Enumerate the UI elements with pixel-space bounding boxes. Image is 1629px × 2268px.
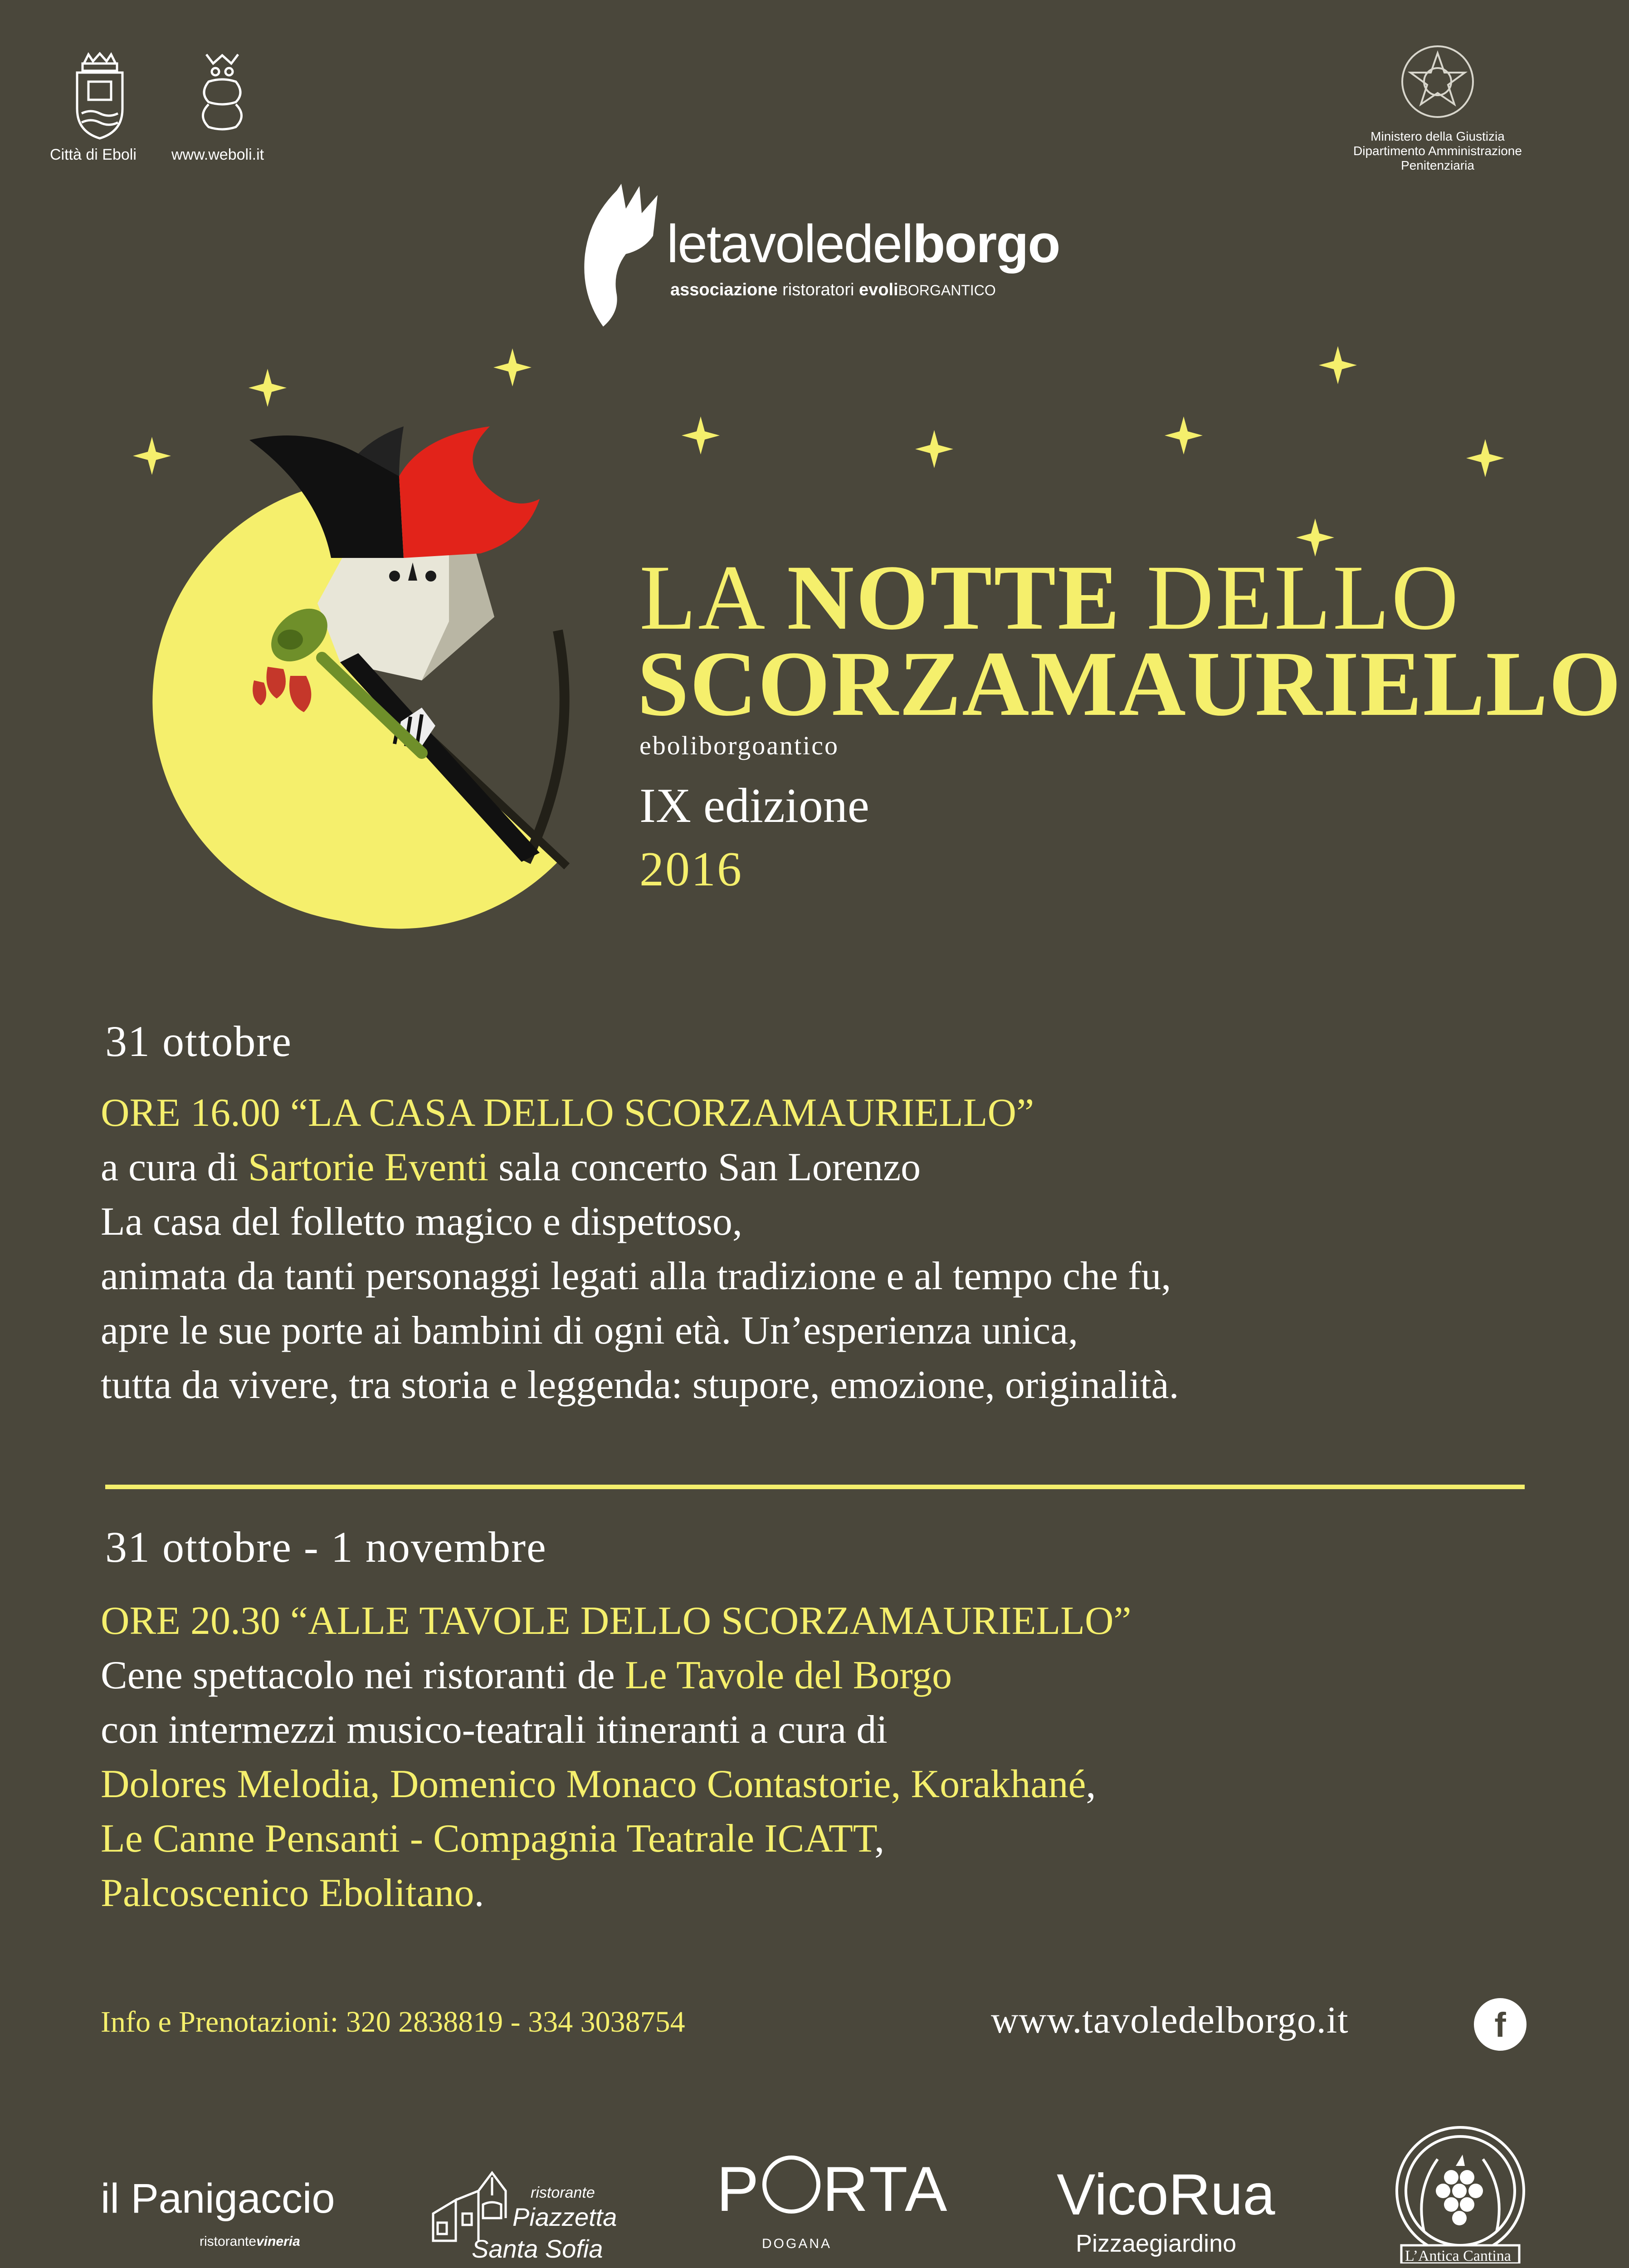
- star-icon: [1165, 416, 1203, 455]
- event2-line-3: con intermezzi musico-teatrali itineranti a cura di: [101, 1708, 888, 1752]
- brand-name-light: letavoledel: [667, 214, 913, 274]
- sponsor-panigaccio: il Panigaccio: [101, 2175, 335, 2222]
- website-link[interactable]: www.tavoledelborgo.it: [991, 1999, 1349, 2041]
- event2-performers-2: Le Canne Pensanti - Compagnia Teatrale ICATT: [101, 1817, 875, 1861]
- title-notte: NOTTE: [787, 546, 1122, 649]
- section-divider: [105, 1485, 1525, 1489]
- event2-performers-3: Palcoscenico Ebolitano: [101, 1871, 474, 1915]
- event1-l2a: a cura di: [101, 1145, 248, 1189]
- event1-organizer: Sartorie Eventi: [248, 1145, 489, 1189]
- event2-comma-2: ,: [874, 1817, 885, 1861]
- event2-headline: ORE 20.30 “ALLE TAVOLE DELLO SCORZAMAURIELLO”: [101, 1599, 1132, 1643]
- web-label: www.weboli.it: [171, 146, 264, 163]
- city-label: Città di Eboli: [50, 146, 137, 163]
- event2-performers-1: Dolores Melodia, Domenico Monaco Contastorie, Korakhané: [101, 1762, 1086, 1806]
- brand-sub-2: ristoratori: [777, 280, 859, 299]
- brand-name-bold: borgo: [912, 214, 1060, 274]
- star-icon: [493, 348, 532, 386]
- title-la: LA: [639, 546, 787, 649]
- event1-line-3: La casa del folletto magico e dispettoso,: [101, 1200, 742, 1244]
- sponsor-vicorua: VicoRua: [1057, 2162, 1275, 2227]
- event1-line-5: apre le sue porte ai bambini di ogni età. Un’esperienza unica,: [101, 1309, 1078, 1353]
- grape-emblem-icon: [1388, 2123, 1533, 2263]
- event1-line-4: animata da tanti personaggi legati alla tradizione e al tempo che fu,: [101, 1254, 1171, 1298]
- panigaccio-sub-b: vineria: [256, 2234, 300, 2249]
- event2-line-5: [101, 1819, 884, 1859]
- sponsor-vicorua-sub: Pizzaegiardino: [1076, 2230, 1237, 2257]
- sponsor-piazzetta-small: ristorante: [531, 2184, 595, 2201]
- event2-l2a: Cene spettacolo nei ristoranti de: [101, 1653, 625, 1697]
- event2-organizer: Le Tavole del Borgo: [624, 1653, 952, 1697]
- event1-date: 31 ottobre: [105, 1017, 292, 1066]
- star-icon: [1466, 439, 1504, 477]
- star-icon: [915, 430, 953, 468]
- sponsor-panigaccio-sub: [200, 2234, 300, 2249]
- event1-headline: ORE 16.00 “LA CASA DELLO SCORZAMAURIELLO”: [101, 1091, 1034, 1135]
- brand-sub-1: associazione: [670, 280, 778, 299]
- event2-line-6: [101, 1873, 484, 1913]
- title-tag: eboliborgoantico: [639, 731, 839, 760]
- jester-hat-red: [399, 426, 540, 558]
- event1-l2c: sala concerto San Lorenzo: [488, 1145, 921, 1189]
- porta-o-ring: [762, 2156, 820, 2214]
- event1-line-6: tutta da vivere, tra storia e leggenda: stupore, emozione, originalità.: [101, 1363, 1179, 1407]
- sponsor-piazzetta-l1: Piazzetta: [512, 2203, 617, 2231]
- title-dello: DELLO: [1121, 546, 1460, 649]
- sponsor-piazzetta-l2: Santa Sofia: [472, 2234, 603, 2263]
- ministry-line-3: Penitenziaria: [1401, 158, 1474, 172]
- porta-p: P: [717, 2153, 761, 2224]
- facebook-icon[interactable]: f: [1474, 1998, 1527, 2051]
- sponsor-cantina: L’Antica Cantina: [1405, 2248, 1511, 2264]
- info-bookings: Info e Prenotazioni: 320 2838819 - 334 3038754: [101, 2005, 685, 2038]
- star-icon: [249, 369, 287, 407]
- star-icon: [1319, 346, 1357, 384]
- event2-line-2: [101, 1653, 952, 1697]
- event2-line-4: [101, 1762, 1096, 1806]
- title-line-2: SCORZAMAURIELLO: [637, 632, 1622, 735]
- event2-date: 31 ottobre - 1 novembre: [105, 1523, 547, 1571]
- edition: IX edizione: [639, 779, 869, 833]
- event2-period: .: [474, 1871, 484, 1915]
- title-line-1: [639, 546, 1460, 649]
- event2-comma-1: ,: [1086, 1762, 1096, 1806]
- sponsor-porta: [717, 2152, 949, 2226]
- star-icon: [682, 416, 720, 455]
- year: 2016: [639, 842, 743, 896]
- brand-sub-3: evoli: [859, 280, 898, 299]
- moon-jester-illustration: [104, 408, 617, 943]
- event1-line-2: [101, 1145, 921, 1189]
- ministry-line-1: Ministero della Giustizia: [1371, 129, 1505, 143]
- ministry-line-2: Dipartimento Amministrazione: [1353, 144, 1522, 158]
- sponsor-porta-sub: DOGANA: [762, 2236, 832, 2251]
- brand-sub-4: BORGANTICO: [898, 282, 996, 298]
- panigaccio-sub-a: ristorante: [200, 2234, 257, 2249]
- porta-rta: RTA: [822, 2153, 949, 2224]
